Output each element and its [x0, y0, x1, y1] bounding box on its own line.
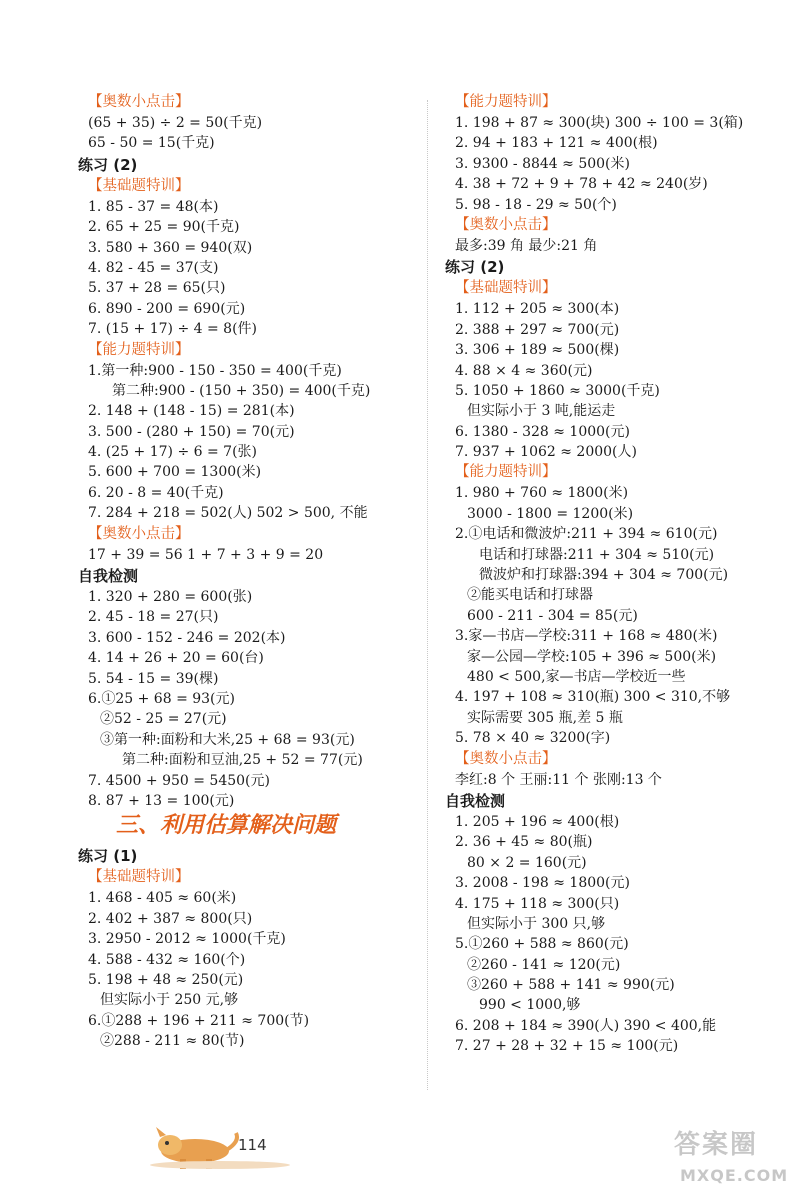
answer-line: 最多:39 角 最少:21 角	[455, 237, 598, 254]
answer-line: 6.①288 + 196 + 211 ≈ 700(节)	[88, 1012, 310, 1029]
section-heading: 练习 (2)	[78, 155, 138, 174]
left-column	[78, 92, 418, 1051]
answer-line: 5. 198 + 48 ≈ 250(元)	[88, 971, 244, 988]
right-column	[445, 92, 785, 1057]
page-number: 114	[238, 1136, 267, 1154]
answer-line: 4. 38 + 72 + 9 + 78 + 42 ≈ 240(岁)	[455, 176, 708, 193]
answer-line: 5. 98 - 18 - 29 ≈ 50(个)	[455, 196, 617, 213]
answer-line: 65 - 50 = 15(千克)	[88, 135, 215, 152]
answer-line: 3. 580 + 360 = 940(双)	[88, 239, 253, 256]
answer-line: 5. 54 - 15 = 39(棵)	[88, 670, 219, 687]
footer-cartoon-animal-icon	[140, 1115, 300, 1175]
watermark-url: MXQE.COM	[680, 1166, 789, 1185]
answer-line: 5. 78 × 40 ≈ 3200(字)	[455, 730, 611, 747]
section-heading: 练习 (1)	[78, 847, 138, 866]
answer-line: 4. 588 - 432 ≈ 160(个)	[88, 951, 246, 968]
answer-line: ②52 - 25 = 27(元)	[100, 711, 227, 728]
answer-line: 家—公园—学校:105 + 396 ≈ 500(米)	[467, 648, 717, 665]
answer-line: 3. 2950 - 2012 ≈ 1000(千克)	[88, 931, 286, 948]
section-heading: 练习 (2)	[445, 258, 505, 277]
answer-line: 1. 468 - 405 ≈ 60(米)	[88, 890, 237, 907]
answer-line: 8. 87 + 13 = 100(元)	[88, 792, 235, 809]
answer-line: 6. 890 - 200 = 690(元)	[88, 300, 246, 317]
answer-line: 2. 388 + 297 ≈ 700(元)	[455, 321, 620, 338]
answer-line: (65 + 35) ÷ 2 = 50(千克)	[88, 115, 263, 131]
answer-line: 但实际小于 250 元,够	[100, 992, 239, 1009]
answer-line: 微波炉和打球器:394 + 304 ≈ 700(元)	[479, 567, 729, 584]
section-tag: 【基础题特训】	[88, 869, 190, 886]
answer-line: 5. 600 + 700 = 1300(米)	[88, 464, 262, 481]
answer-line: 4. 88 × 4 ≈ 360(元)	[455, 362, 593, 379]
answer-line: 5. 1050 + 1860 ≈ 3000(千克)	[455, 382, 660, 399]
answer-line: 7. 284 + 218 = 502(人) 502 > 500, 不能	[88, 505, 368, 522]
section-tag: 【奥数小点击】	[88, 94, 190, 110]
answer-line: 5.①260 + 588 ≈ 860(元)	[455, 936, 629, 953]
answer-line: 1.第一种:900 - 150 - 350 = 400(千克)	[88, 362, 342, 379]
answer-line: 480 < 500,家—书店—学校近一些	[467, 668, 686, 685]
answer-line: 6. 1380 - 328 ≈ 1000(元)	[455, 423, 630, 440]
answer-line: 2. 148 + (148 - 15) = 281(本)	[88, 403, 295, 420]
watermark-title: 答案圈	[674, 1130, 759, 1160]
section-tag: 【基础题特训】	[88, 177, 190, 194]
answer-line: 4. 14 + 26 + 20 = 60(台)	[88, 650, 264, 667]
answer-line: 1. 198 + 87 ≈ 300(块) 300 ÷ 100 = 3(箱)	[455, 115, 744, 131]
answer-line: 1. 112 + 205 ≈ 300(本)	[455, 301, 620, 318]
answer-line: 3000 - 1800 = 1200(米)	[467, 505, 634, 522]
section-tag: 【能力题特训】	[88, 341, 190, 358]
section-tag: 【能力题特训】	[455, 94, 557, 110]
answer-line: 2. 402 + 387 ≈ 800(只)	[88, 910, 253, 927]
column-divider	[427, 100, 428, 1090]
answer-line: 3. 9300 - 8844 ≈ 500(米)	[455, 155, 630, 172]
answer-line: 李红:8 个 王丽:11 个 张刚:13 个	[455, 771, 662, 788]
answer-line: 5. 37 + 28 = 65(只)	[88, 280, 226, 297]
section-tag: 【能力题特训】	[455, 464, 557, 481]
answer-line: 2. 65 + 25 = 90(千克)	[88, 219, 240, 236]
answer-line: 4. 175 + 118 ≈ 300(只)	[455, 895, 620, 912]
answer-line: 1. 320 + 280 = 600(张)	[88, 589, 253, 606]
answer-line: 990 < 1000,够	[479, 997, 581, 1014]
answer-line: 4. 82 - 45 = 37(支)	[88, 259, 219, 276]
answer-line: 6. 20 - 8 = 40(千克)	[88, 484, 224, 501]
answer-line: 实际需要 305 瓶,差 5 瓶	[467, 709, 623, 726]
answer-line: 600 - 211 - 304 = 85(元)	[467, 607, 638, 624]
answer-line: 80 × 2 = 160(元)	[467, 854, 587, 871]
answer-line: 7. 937 + 1062 ≈ 2000(人)	[455, 444, 637, 461]
answer-line: 3.家—书店—学校:311 + 168 ≈ 480(米)	[455, 628, 718, 645]
answer-line: 4. 197 + 108 ≈ 310(瓶) 300 < 310,不够	[455, 689, 731, 706]
chapter-title: 三、利用估算解决问题	[116, 813, 337, 839]
answer-line: 2. 45 - 18 = 27(只)	[88, 609, 219, 626]
answer-line: 3. 2008 - 198 ≈ 1800(元)	[455, 875, 630, 892]
section-tag: 【奥数小点击】	[455, 750, 557, 767]
answer-line: 1. 205 + 196 ≈ 400(根)	[455, 813, 620, 830]
section-heading: 自我检测	[78, 567, 139, 586]
answer-line: 6.①25 + 68 = 93(元)	[88, 690, 235, 707]
answer-line: 6. 208 + 184 ≈ 390(人) 390 < 400,能	[455, 1017, 717, 1034]
answer-line: 7. 4500 + 950 = 5450(元)	[88, 772, 270, 789]
answer-line: 1. 980 + 760 ≈ 1800(米)	[455, 485, 629, 502]
answer-line: ②能买电话和打球器	[467, 587, 593, 604]
section-heading: 自我检测	[445, 791, 506, 810]
answer-line: 3. 306 + 189 ≈ 500(棵)	[455, 342, 620, 359]
section-tag: 【奥数小点击】	[88, 525, 190, 542]
answer-line: ②260 - 141 ≈ 120(元)	[467, 956, 621, 973]
section-tag: 【基础题特训】	[455, 280, 557, 297]
answer-line: 第二种:面粉和豆油,25 + 52 = 77(元)	[122, 752, 363, 769]
answer-line: 7. 27 + 28 + 32 + 15 ≈ 100(元)	[455, 1038, 679, 1055]
answer-line: ③第一种:面粉和大米,25 + 68 = 93(元)	[100, 731, 355, 748]
answer-line: 3. 500 - (280 + 150) = 70(元)	[88, 423, 295, 440]
answer-line: 2. 94 + 183 + 121 ≈ 400(根)	[455, 135, 658, 152]
answer-line: 但实际小于 3 吨,能运走	[467, 403, 616, 420]
watermark	[668, 1124, 792, 1194]
answer-line: 但实际小于 300 只,够	[467, 915, 606, 932]
section-tag: 【奥数小点击】	[455, 216, 557, 233]
answer-line: ②288 - 211 ≈ 80(节)	[100, 1033, 245, 1050]
answer-line: 3. 600 - 152 - 246 = 202(本)	[88, 629, 286, 646]
answer-line: 7. (15 + 17) ÷ 4 = 8(件)	[88, 321, 257, 338]
answer-line: 2.①电话和微波炉:211 + 394 ≈ 610(元)	[455, 526, 718, 543]
answer-line: ③260 + 588 + 141 ≈ 990(元)	[467, 977, 675, 994]
answer-line: 电话和打球器:211 + 304 ≈ 510(元)	[479, 546, 715, 563]
answer-line: 1. 85 - 37 = 48(本)	[88, 198, 219, 215]
answer-line: 17 + 39 = 56 1 + 7 + 3 + 9 = 20	[88, 546, 324, 563]
answer-line: 4. (25 + 17) ÷ 6 = 7(张)	[88, 444, 257, 461]
answer-line: 2. 36 + 45 ≈ 80(瓶)	[455, 834, 593, 851]
answer-line: 第二种:900 - (150 + 350) = 400(千克)	[112, 382, 371, 399]
